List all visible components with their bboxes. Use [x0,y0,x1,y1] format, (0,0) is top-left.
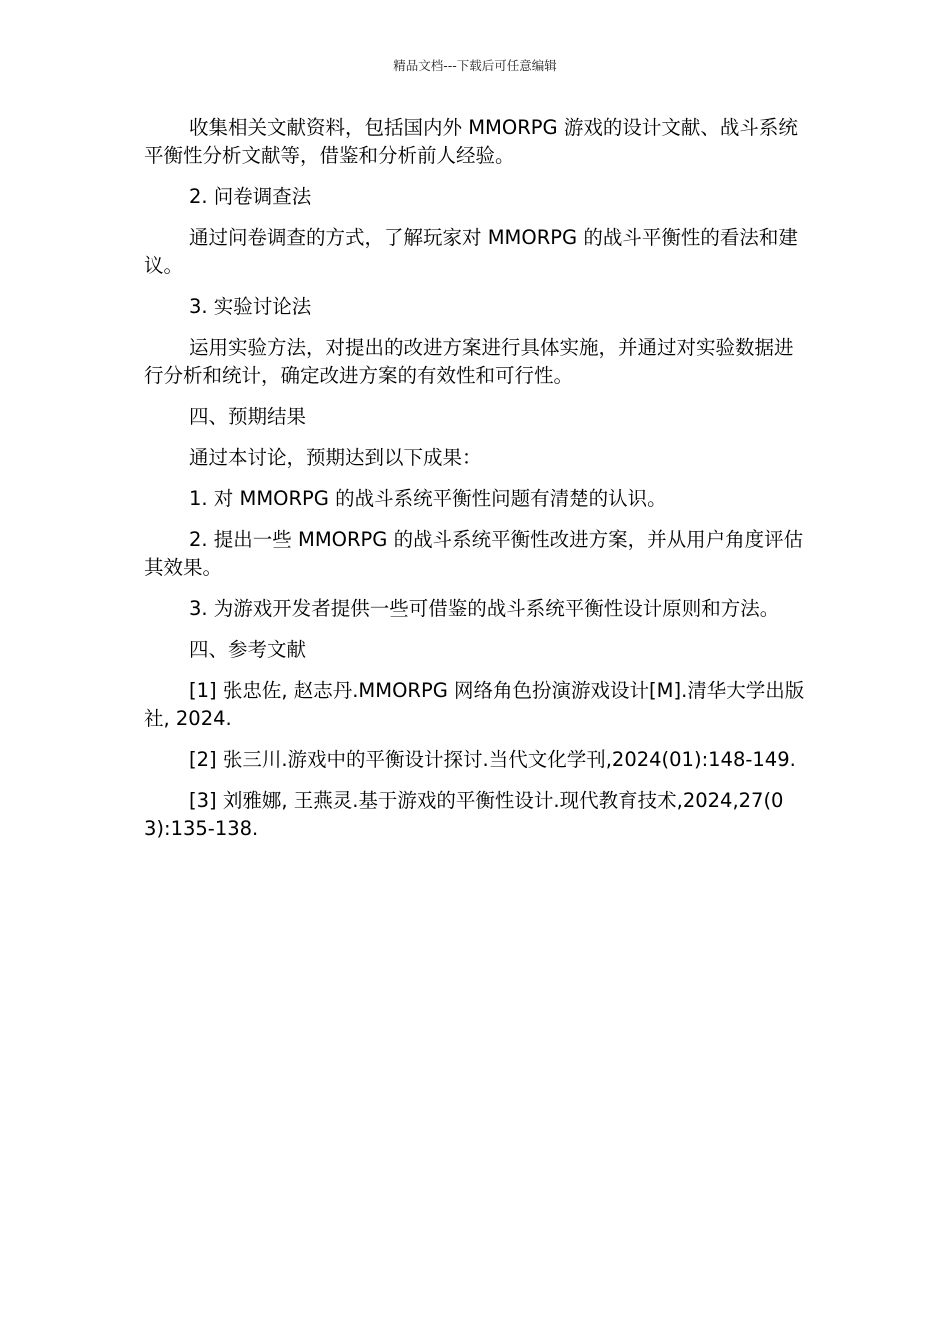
list-item-result-2: 2. 提出一些 MMORPG 的战斗系统平衡性改进方案，并从用户角度评估其效果。 [144,528,804,579]
paragraph-questionnaire: 通过问卷调查的方式，了解玩家对 MMORPG 的战斗平衡性的看法和建议。 [144,226,798,277]
heading-questionnaire-method: 2. 问卷调查法 [189,185,312,208]
reference-item-1: [1] 张忠佐, 赵志丹.MMORPG 网络角色扮演游戏设计[M].清华大学出版社, 2024. [144,679,805,730]
heading-expected-results: 四、预期结果 [189,405,307,428]
document-body [144,114,809,856]
reference-item-3: [3] 刘雅娜, 王燕灵.基于游戏的平衡性设计.现代教育技术,2024,27(03):135-138. [144,789,784,840]
paragraph-results-intro: 通过本讨论，预期达到以下成果： [189,446,482,469]
reference-item-2: [2] 张三川.游戏中的平衡设计探讨.当代文化学刊,2024(01):148-149. [189,748,796,771]
list-item-result-1: 1. 对 MMORPG 的战斗系统平衡性问题有清楚的认识。 [189,487,667,510]
paragraph-experiment: 运用实验方法，对提出的改进方案进行具体实施，并通过对实验数据进行分析和统计，确定改进方案的有效性和可行性。 [144,336,794,387]
heading-references: 四、参考文献 [189,638,307,661]
heading-experiment-method: 3. 实验讨论法 [189,295,312,318]
list-item-result-3: 3. 为游戏开发者提供一些可借鉴的战斗系统平衡性设计原则和方法。 [189,597,780,620]
paragraph-literature-method: 收集相关文献资料，包括国内外 MMORPG 游戏的设计文献、战斗系统平衡性分析文献等，借鉴和分析前人经验。 [144,116,798,167]
page-header: 精品文档---下载后可任意编辑 [393,58,557,73]
